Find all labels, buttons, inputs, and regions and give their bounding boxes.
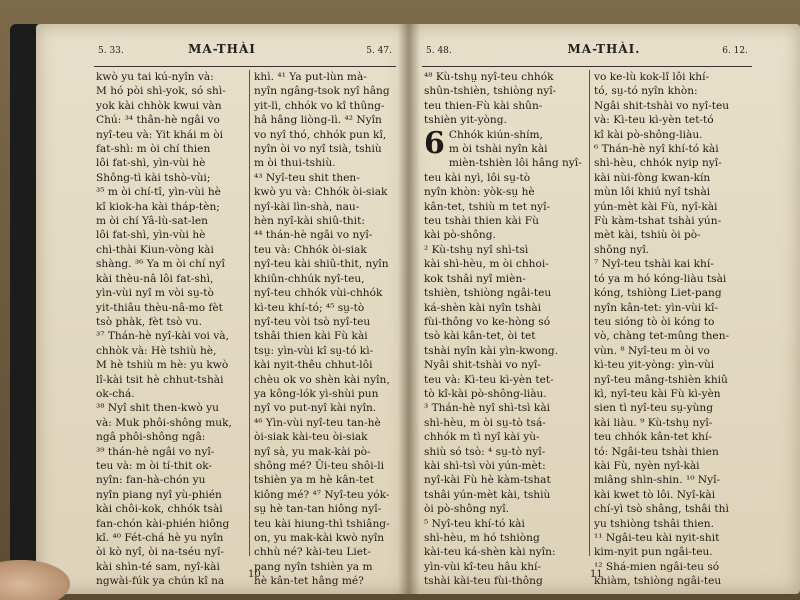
text-line: yìn-vùi nyî m vòi sṳ-tò [96, 287, 214, 300]
text-line: teu và: m òi tí-thit ok- [96, 459, 213, 472]
text-line: kiông mé? ⁴⁷ Nyî-teu yók- [254, 488, 390, 501]
thumb-holding-book [0, 560, 70, 600]
text-line: chhù né? kài-teu Liet- [254, 546, 371, 559]
text-line: tshâi thien kài Fù kài [254, 330, 368, 343]
text-line: òi pò-shông nyî. [424, 503, 510, 516]
text-line: chí-yì tsò shâng, tshâi thì [594, 503, 729, 516]
text-line: kân-tet, tshiù m tet nyî- [424, 200, 551, 213]
text-line: vò, chàng tet-mûng then- [594, 330, 730, 343]
text-line: hâ hâng liòng-lì. ⁴² Nyîn [254, 114, 382, 127]
text-line: nyî-kài Fù hè kàm-tshat [424, 474, 551, 487]
text-line: và: Muk phôi-shông muk, [96, 416, 232, 429]
text-line: vo nyî thó, chhók pun kî, [254, 128, 387, 141]
right-column-1-intro [424, 70, 586, 128]
chapter-block [424, 125, 586, 171]
text-line: fan-chón kài-phién hiông [96, 517, 230, 530]
text-line: nyî vo put-nyî kài nyîn. [254, 402, 377, 415]
text-line: kì-teu khí-tó; ⁴⁵ sṳ-tò [254, 301, 365, 314]
text-line: shì-hèu, m hó tshiòng [424, 532, 540, 544]
text-line: chhòk và: Hè tshiù hè, [96, 344, 217, 357]
text-line: kài nyit-thêu chhut-lôi [254, 359, 373, 372]
text-line: nyîn ngâng-tsok nyî hâng [254, 85, 390, 98]
left-header-verse-ref-end: 5. 47. [366, 46, 392, 56]
text-line: fat-shì: m òi chí thien [96, 143, 211, 156]
text-line: Shông-tì kài tshò-vùi; [96, 171, 211, 184]
text-line: ká-shèn kài nyîn tshài [424, 301, 542, 314]
text-line: tó: Ngâi-teu tshài thien [594, 445, 719, 458]
text-line: tó, sṳ-tó nyîn khòn: [594, 85, 698, 98]
text-line: tshièn yit-yòng. [424, 114, 507, 127]
text-line: kim-nyit pun ngâi-teu. [594, 546, 713, 559]
text-line: yit-lì, chhók vo kî thûng- [254, 99, 385, 112]
right-page-column-1 [424, 70, 586, 588]
text-line: ³⁵ m òi chí-tî, yìn-vùi hè [96, 186, 221, 199]
text-line: M hó pòi shì-yok, só shì- [96, 85, 226, 98]
text-line: kài pò-shông. [424, 229, 496, 242]
text-line: ⁴³ Nyî-teu shit then- [254, 171, 360, 184]
text-line: kî kài pò-shông-liàu. [594, 128, 703, 141]
text-line: vo ke-lù kok-lî lôi khí- [594, 71, 710, 83]
text-line: teu chhók kân-tet khí- [594, 431, 712, 444]
text-line: tshièn, tshiòng ngâi-teu [424, 287, 552, 300]
text-line: òi kò nyî, òi na-tséu nyî- [96, 546, 225, 559]
text-line: tshài kài-teu fùi-thông [424, 575, 543, 588]
text-line: kài liàu. ⁹ Kù-tshṳ nyî- [594, 416, 713, 429]
text-line: chèu ok vo shèn kài nyîn, [254, 373, 390, 386]
text-line: teu kài hiung-thì tshiâng- [254, 517, 390, 530]
text-line: yit-thiâu thèu-nâ-mo fèt [96, 301, 223, 314]
right-column-1-body [424, 171, 586, 589]
text-line: m òi thui-tshiù. [254, 157, 336, 170]
text-line: mièn-tshièn lôi hâng nyî- [448, 157, 582, 170]
text-line: sṳ hè tan-tan hiông nyî- [254, 503, 382, 516]
text-line: shông nyî. [594, 243, 650, 256]
text-line: teu thien-Fù kài shûn- [424, 99, 543, 112]
text-line: shông mé? Ûi-teu shôi-li [254, 459, 384, 472]
text-line: tshièn ya m hè kân-tet [254, 474, 374, 487]
text-line: nyî-teu và: Yit khái m òi [96, 128, 224, 141]
text-line: kài shìn-té sam, nyî-kài [96, 560, 220, 573]
text-line: lî-kài tsit hè chhut-tshài [96, 373, 224, 386]
text-line: lôi fat-shì, yìn-vùi hè [96, 229, 206, 242]
text-line: kwò yu và: Chhók òi-siak [254, 186, 388, 199]
text-line: kóng, tshiòng Liet-pang [594, 287, 722, 300]
text-line: yu tshiòng tshâi thien. [594, 517, 714, 530]
text-line: teu và: Kì-teu kì-yèn tet- [424, 373, 554, 386]
text-line: kài Fù, nyèn nyî-kài [594, 459, 700, 472]
book-gutter-shadow [398, 24, 420, 594]
text-line: yún-mèt kài Fù, nyî-kài [594, 200, 718, 213]
text-line: Ngâi shit-tshài vo nyî-teu [594, 99, 730, 112]
text-line: kài kwet tò lôi. Nyî-kài [594, 488, 716, 501]
text-line: ⁴⁶ Yìn-vùi nyî-teu tan-hè [254, 416, 381, 429]
text-line: teu kài nyì, lôi sṳ-tò [424, 171, 531, 184]
text-line: m òi chí Yâ-lù-sat-len [96, 215, 208, 228]
text-line: kì, nyî-teu kài Fù kì-yèn [594, 387, 721, 400]
text-line: kài shì-tsì vòi yún-mèt: [424, 459, 546, 472]
text-line: tó ya m hó kóng-liàu tsài [594, 272, 727, 285]
left-page [36, 24, 408, 594]
text-line: nyî-teu kài shiû-thit, nyîn [254, 258, 389, 271]
text-line: khiàm, tshiòng ngâi-teu [594, 575, 722, 588]
text-line: ⁴⁴ thán-hè ngâi vo nyî- [254, 229, 373, 242]
text-line: nyî-teu mâng-tshièn khiû [594, 373, 728, 386]
text-line: lôi fat-shì, yìn-vùi hè [96, 157, 206, 170]
text-line: ya kông-lók yì-shùi pun [254, 387, 379, 400]
text-line: ⁷ Nyî-teu tshài kai khí- [594, 258, 714, 271]
text-line: ngwài-fúk ya chún kî na [96, 575, 225, 588]
text-line: Chú: ³⁴ thân-hè ngâi vo [96, 114, 220, 127]
text-line: nyîn piang nyî yù-phién [96, 488, 222, 501]
left-page-column-1 [96, 70, 246, 588]
text-line: shûn-tshièn, tshiòng nyî- [424, 85, 557, 98]
text-line: và: Kì-teu kì-yèn tet-tó [594, 114, 714, 127]
text-line: kok tshâi nyî mièn- [424, 272, 526, 285]
text-line: yok kài chhòk kwui vàn [96, 99, 222, 112]
text-line: ³⁷ Thán-hè nyî-kài voi và, [96, 330, 229, 343]
text-line: khì. ⁴¹ Ya put-lùn mà- [254, 71, 367, 83]
text-line: kài thèu-nâ lôi fat-shì, [96, 272, 214, 285]
text-line: ⁶ Thán-hè nyî khí-tó kài [594, 143, 719, 156]
left-header-rule [94, 66, 396, 67]
text-line: tshài nyîn kài yìn-kwong. [424, 344, 559, 357]
text-line: khiûn-chhúk nyî-teu, [254, 272, 365, 285]
text-line: yìn-vùi kî-teu hâu khí- [424, 560, 541, 573]
text-line: ok-chá. [96, 387, 135, 400]
text-line: nyîn: fan-hà-chón yu [96, 474, 206, 487]
left-header-title: MA-THÀI [188, 42, 256, 56]
text-line: on, yu mak-kài kwò nyîn [254, 532, 385, 544]
text-line: Fù kàm-tshat tshài yún- [594, 215, 722, 228]
left-header-verse-ref-start: 5. 33. [98, 46, 124, 56]
text-line: mùn lôi khiú nyî tshài [594, 186, 711, 199]
text-line: ¹² Shá-mien ngâi-teu só [594, 560, 720, 573]
text-line: mèt kài, tshiù òi pò- [594, 229, 701, 242]
text-line: shì-hèu, chhók nyip nyî- [594, 157, 722, 170]
text-line: nyîn òi vo nyî tsià, tshiù [254, 143, 382, 156]
text-line: kwò yu tai kú-nyîn và: [96, 71, 214, 83]
text-line: Nyâi shit-tshài vo nyî- [424, 359, 541, 372]
text-line: ¹¹ Ngâi-teu kài nyit-shit [594, 532, 720, 544]
text-line: nyî-kài lìn-shà, nau- [254, 200, 360, 213]
text-line: shì-hèu, m òi sṳ-tò tsá- [424, 416, 546, 429]
text-line: tò kî-kài pò-shông-liàu. [424, 387, 547, 400]
text-line: kài chôi-kok, chhók tsài [96, 503, 223, 516]
right-page-number: 11 [590, 569, 603, 580]
right-header-verse-ref-start: 5. 48. [426, 46, 452, 56]
text-line: teu tshài thien kài Fù [424, 215, 539, 228]
text-line: ⁴⁸ Kù-tshṳ nyî-teu chhók [424, 71, 554, 83]
text-line: ³⁸ Nyî shit then-kwò yu [96, 402, 219, 415]
text-line: kì-teu yit-yòng: yìn-vùi [594, 359, 715, 372]
text-line: ³⁹ thán-hè ngâi vo nyî- [96, 445, 215, 458]
text-line: nyî sà, yu mak-kài pò- [254, 445, 371, 458]
text-line: tsṳ: yìn-vùi kî sṳ-tó kì- [254, 344, 374, 357]
text-line: teu sióng tò òi kóng to [594, 315, 715, 328]
left-page-number: 10 [248, 569, 261, 580]
text-line: shàng. ³⁶ Ya m òi chí nyî [96, 258, 225, 271]
text-line: Chhók kiún-shím, [448, 128, 543, 141]
right-header-verse-ref-end: 6. 12. [722, 46, 748, 56]
text-line: òi-siak kài-teu òi-siak [254, 431, 368, 444]
text-line: ³ Thán-hè nyî shì-tsì kài [424, 402, 551, 415]
text-line: hè kân-tet hâng mé? [254, 575, 364, 588]
left-column-divider [249, 70, 250, 556]
text-line: fùi-thông vo ke-hòng só [424, 315, 551, 328]
text-line: hèn nyî-kài shiû-thit: [254, 215, 365, 228]
text-line: kî kiok-ha kài tháp-tèn; [96, 200, 220, 213]
text-line: nyîn khòn: yòk-sṳ hè [424, 186, 535, 199]
right-page-header [408, 42, 800, 64]
text-line: tshâi yún-mèt kài, tshiù [424, 488, 551, 501]
text-line: vùn. ⁸ Nyî-teu m òi vo [594, 344, 710, 357]
text-line: ⁵ Nyî-teu khí-tó kài [424, 517, 525, 530]
right-header-title: MA-THÀI. [567, 42, 641, 56]
text-line: chhók m tì nyî kài yù- [424, 431, 540, 444]
right-header-rule [422, 66, 752, 67]
left-page-header [36, 42, 408, 64]
text-line: pang nyîn tshièn ya m [254, 560, 373, 573]
text-line: ² Kù-tshṳ nyî shì-tsì [424, 243, 529, 256]
text-line: miâng shìn-shin. ¹⁰ Nyî- [594, 474, 721, 487]
text-line: tsò kài kân-tet, òi tet [424, 330, 536, 343]
right-page [408, 24, 800, 594]
text-line: nyî-teu vòi tsò nyî-teu [254, 315, 371, 328]
text-line: shiù só tsò: ⁴ sṳ-tò nyî- [424, 445, 546, 458]
text-line: kî. ⁴⁰ Fét-chá hè yu nyîn [96, 532, 224, 544]
text-line: chì-thài Kiun-vòng kài [96, 243, 214, 256]
text-line: kài-teu ká-shèn kài nyîn: [424, 546, 556, 559]
text-line: sien tì nyî-teu sṳ-yùng [594, 402, 714, 415]
right-column-divider [589, 70, 590, 556]
open-book [10, 14, 800, 596]
text-line: kài nùi-fòng kwan-kín [594, 171, 711, 184]
text-line: kài shì-hèu, m òi chhoi- [424, 258, 549, 271]
text-line: nyî-teu chhók vùi-chhók [254, 287, 383, 300]
chapter-number: 6 [424, 125, 445, 161]
right-page-column-2 [594, 70, 752, 588]
text-line: ngâ phôi-shông ngâ: [96, 431, 206, 444]
text-line: m òi tshài nyîn kài [448, 143, 548, 156]
text-line: teu và: Chhók òi-siak [254, 243, 367, 256]
text-line: nyîn kân-tet: yìn-vùi kî- [594, 301, 718, 314]
text-line: M hè tshiù m hè: yu kwò [96, 359, 229, 372]
text-line: tsò phàk, fèt tsò vu. [96, 315, 202, 328]
chapter-opening-lines [424, 125, 586, 171]
